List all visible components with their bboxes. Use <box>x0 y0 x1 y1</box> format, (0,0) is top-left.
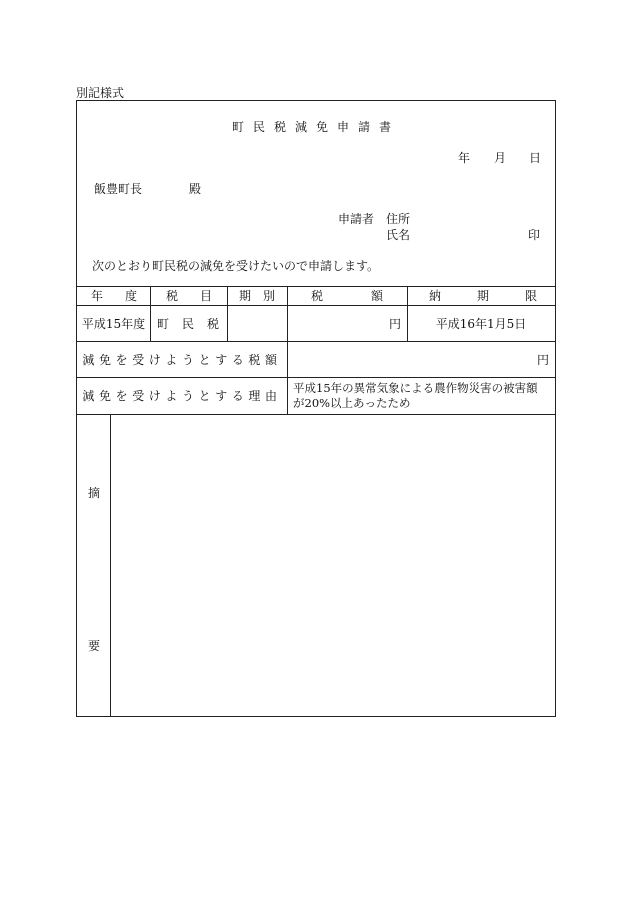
exemption-reason-label: 減免を受けようとする理由 <box>82 389 282 403</box>
exemption-reason-line: が20%以上あったため <box>293 396 411 410</box>
form-label: 別記様式 <box>76 86 125 100</box>
exemption-amount-value: 円 <box>536 352 549 367</box>
exemption-reason-text <box>293 381 538 411</box>
applicant-address-label: 住所 <box>386 212 411 226</box>
cell-tax-amount: 円 <box>388 316 401 331</box>
applicant-role: 申請者 <box>338 212 375 226</box>
header-period: 期 別 <box>239 289 275 303</box>
exemption-amount-label: 減免を受けようとする税額 <box>82 352 282 367</box>
date-month-label: 月 <box>494 151 507 165</box>
addressee-honorific: 殿 <box>189 182 202 196</box>
cell-year: 平成15年度 <box>81 316 146 331</box>
cell-tax-item: 町 民 税 <box>157 316 219 331</box>
form-title: 町民税減免申請書 <box>231 120 400 134</box>
header-year: 年 度 <box>91 289 137 303</box>
seal-mark: 印 <box>528 228 541 242</box>
application-statement: 次のとおり町民税の減免を受けたいので申請します。 <box>92 259 380 273</box>
header-tax-item: 税 目 <box>166 289 212 303</box>
remarks-area[interactable] <box>111 414 554 716</box>
exemption-reason-line: 平成15年の異常気象による農作物災害の被害額 <box>293 381 538 395</box>
cell-due-date: 平成16年1月5日 <box>435 316 527 331</box>
column-rule <box>150 286 151 341</box>
date-year-label: 年 <box>458 151 471 165</box>
addressee-name: 飯豊町長 <box>94 182 143 196</box>
applicant-name-label: 氏名 <box>386 228 411 242</box>
remarks-label-top: 摘 <box>88 486 101 500</box>
application-form <box>76 100 556 717</box>
header-tax-amount: 税 額 <box>311 289 383 303</box>
remarks-label-bottom: 要 <box>88 639 101 653</box>
cell-period <box>227 305 287 341</box>
header-due-date: 納 期 限 <box>429 289 537 303</box>
date-day-label: 日 <box>529 151 542 165</box>
